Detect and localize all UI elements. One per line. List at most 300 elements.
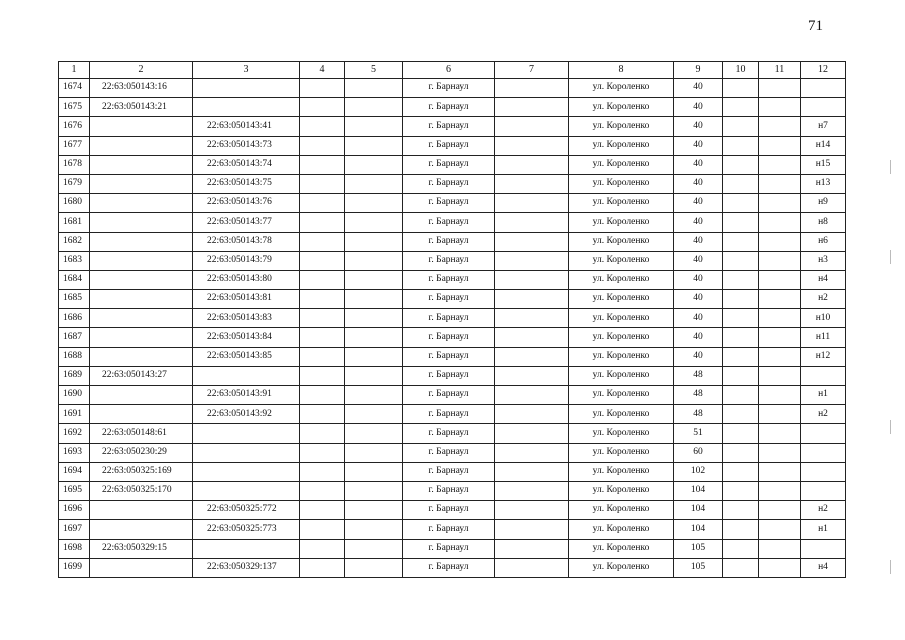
row-number-cell: 1674 — [59, 79, 90, 98]
house-number-cell: 40 — [674, 309, 723, 328]
city-cell: г. Барнаул — [403, 405, 495, 424]
premises-number-cell: н12 — [801, 347, 846, 366]
col-5-cell — [345, 290, 403, 309]
col-7-cell — [495, 136, 569, 155]
col-7-cell — [495, 79, 569, 98]
col-11-cell — [759, 290, 801, 309]
city-cell: г. Барнаул — [403, 79, 495, 98]
col-5-cell — [345, 386, 403, 405]
row-number-cell: 1679 — [59, 174, 90, 193]
col-7-cell — [495, 232, 569, 251]
house-number-cell: 40 — [674, 251, 723, 270]
building-number-cell: 22:63:050143:77 — [193, 213, 300, 232]
col-5-cell — [345, 136, 403, 155]
margin-mark — [890, 250, 891, 264]
col-5-cell — [345, 328, 403, 347]
col-4-cell — [300, 443, 345, 462]
col-11-cell — [759, 213, 801, 232]
house-number-cell: 40 — [674, 79, 723, 98]
building-number-cell: 22:63:050143:80 — [193, 270, 300, 289]
table-row — [59, 501, 846, 520]
table-body — [59, 79, 846, 578]
column-header-6: 6 — [403, 62, 495, 79]
building-number-cell — [193, 79, 300, 98]
row-number-cell: 1675 — [59, 98, 90, 117]
col-4-cell — [300, 405, 345, 424]
street-cell: ул. Короленко — [569, 558, 674, 577]
col-5-cell — [345, 520, 403, 539]
row-number-cell: 1686 — [59, 309, 90, 328]
city-cell: г. Барнаул — [403, 328, 495, 347]
building-number-cell: 22:63:050143:41 — [193, 117, 300, 136]
building-number-cell: 22:63:050325:773 — [193, 520, 300, 539]
col-5-cell — [345, 155, 403, 174]
col-10-cell — [723, 155, 759, 174]
col-4-cell — [300, 79, 345, 98]
city-cell: г. Барнаул — [403, 136, 495, 155]
building-number-cell: 22:63:050143:75 — [193, 174, 300, 193]
col-10-cell — [723, 366, 759, 385]
parcel-number-cell — [90, 290, 193, 309]
parcel-number-cell — [90, 309, 193, 328]
building-number-cell: 22:63:050329:137 — [193, 558, 300, 577]
col-7-cell — [495, 424, 569, 443]
city-cell: г. Барнаул — [403, 290, 495, 309]
col-7-cell — [495, 539, 569, 558]
parcel-number-cell: 22:63:050329:15 — [90, 539, 193, 558]
city-cell: г. Барнаул — [403, 443, 495, 462]
col-7-cell — [495, 558, 569, 577]
row-number-cell: 1684 — [59, 270, 90, 289]
row-number-cell: 1696 — [59, 501, 90, 520]
row-number-cell: 1680 — [59, 194, 90, 213]
premises-number-cell: н4 — [801, 558, 846, 577]
table-row — [59, 462, 846, 481]
column-header-5: 5 — [345, 62, 403, 79]
city-cell: г. Барнаул — [403, 558, 495, 577]
col-7-cell — [495, 194, 569, 213]
row-number-cell: 1699 — [59, 558, 90, 577]
house-number-cell: 40 — [674, 155, 723, 174]
premises-number-cell: н11 — [801, 328, 846, 347]
table-header — [59, 62, 846, 79]
premises-number-cell: н13 — [801, 174, 846, 193]
col-5-cell — [345, 117, 403, 136]
house-number-cell: 40 — [674, 98, 723, 117]
premises-number-cell: н2 — [801, 501, 846, 520]
header-row — [59, 62, 846, 79]
building-number-cell — [193, 366, 300, 385]
house-number-cell: 60 — [674, 443, 723, 462]
table-row — [59, 270, 846, 289]
city-cell: г. Барнаул — [403, 424, 495, 443]
col-10-cell — [723, 328, 759, 347]
col-5-cell — [345, 309, 403, 328]
col-4-cell — [300, 194, 345, 213]
house-number-cell: 40 — [674, 194, 723, 213]
col-5-cell — [345, 366, 403, 385]
row-number-cell: 1682 — [59, 232, 90, 251]
house-number-cell: 102 — [674, 462, 723, 481]
col-10-cell — [723, 481, 759, 500]
parcel-number-cell: 22:63:050143:16 — [90, 79, 193, 98]
col-11-cell — [759, 366, 801, 385]
row-number-cell: 1688 — [59, 347, 90, 366]
col-11-cell — [759, 520, 801, 539]
premises-number-cell: н10 — [801, 309, 846, 328]
table-row — [59, 290, 846, 309]
city-cell: г. Барнаул — [403, 194, 495, 213]
col-11-cell — [759, 79, 801, 98]
col-10-cell — [723, 194, 759, 213]
row-number-cell: 1697 — [59, 520, 90, 539]
parcel-number-cell — [90, 232, 193, 251]
city-cell: г. Барнаул — [403, 520, 495, 539]
col-5-cell — [345, 501, 403, 520]
street-cell: ул. Короленко — [569, 539, 674, 558]
house-number-cell: 105 — [674, 558, 723, 577]
house-number-cell: 40 — [674, 347, 723, 366]
house-number-cell: 48 — [674, 386, 723, 405]
parcel-number-cell: 22:63:050148:61 — [90, 424, 193, 443]
col-4-cell — [300, 98, 345, 117]
parcel-number-cell — [90, 155, 193, 174]
col-7-cell — [495, 174, 569, 193]
street-cell: ул. Короленко — [569, 290, 674, 309]
row-number-cell: 1681 — [59, 213, 90, 232]
col-10-cell — [723, 232, 759, 251]
col-4-cell — [300, 462, 345, 481]
col-11-cell — [759, 328, 801, 347]
building-number-cell: 22:63:050325:772 — [193, 501, 300, 520]
parcel-number-cell — [90, 174, 193, 193]
col-11-cell — [759, 462, 801, 481]
table-row — [59, 309, 846, 328]
col-7-cell — [495, 520, 569, 539]
row-number-cell: 1698 — [59, 539, 90, 558]
premises-number-cell — [801, 98, 846, 117]
building-number-cell: 22:63:050143:81 — [193, 290, 300, 309]
street-cell: ул. Короленко — [569, 213, 674, 232]
street-cell: ул. Короленко — [569, 328, 674, 347]
table-row — [59, 251, 846, 270]
col-5-cell — [345, 213, 403, 232]
col-7-cell — [495, 443, 569, 462]
house-number-cell: 105 — [674, 539, 723, 558]
table-row — [59, 481, 846, 500]
building-number-cell: 22:63:050143:73 — [193, 136, 300, 155]
building-number-cell — [193, 462, 300, 481]
table-row — [59, 443, 846, 462]
city-cell: г. Барнаул — [403, 270, 495, 289]
house-number-cell: 48 — [674, 405, 723, 424]
street-cell: ул. Короленко — [569, 462, 674, 481]
table-row — [59, 117, 846, 136]
col-5-cell — [345, 558, 403, 577]
col-10-cell — [723, 270, 759, 289]
street-cell: ул. Короленко — [569, 424, 674, 443]
col-4-cell — [300, 136, 345, 155]
table-row — [59, 136, 846, 155]
col-4-cell — [300, 386, 345, 405]
col-10-cell — [723, 443, 759, 462]
col-10-cell — [723, 424, 759, 443]
premises-number-cell: н14 — [801, 136, 846, 155]
col-4-cell — [300, 520, 345, 539]
building-number-cell — [193, 424, 300, 443]
street-cell: ул. Короленко — [569, 194, 674, 213]
street-cell: ул. Короленко — [569, 174, 674, 193]
city-cell: г. Барнаул — [403, 155, 495, 174]
col-4-cell — [300, 481, 345, 500]
col-5-cell — [345, 79, 403, 98]
col-10-cell — [723, 558, 759, 577]
street-cell: ул. Короленко — [569, 481, 674, 500]
parcel-number-cell — [90, 213, 193, 232]
row-number-cell: 1691 — [59, 405, 90, 424]
col-10-cell — [723, 251, 759, 270]
col-5-cell — [345, 481, 403, 500]
col-4-cell — [300, 213, 345, 232]
col-7-cell — [495, 366, 569, 385]
parcel-number-cell: 22:63:050143:27 — [90, 366, 193, 385]
building-number-cell: 22:63:050143:83 — [193, 309, 300, 328]
registry-table — [58, 61, 846, 578]
building-number-cell: 22:63:050143:74 — [193, 155, 300, 174]
premises-number-cell: н15 — [801, 155, 846, 174]
parcel-number-cell — [90, 501, 193, 520]
col-4-cell — [300, 558, 345, 577]
city-cell: г. Барнаул — [403, 251, 495, 270]
column-header-11: 11 — [759, 62, 801, 79]
col-10-cell — [723, 117, 759, 136]
col-10-cell — [723, 309, 759, 328]
premises-number-cell — [801, 443, 846, 462]
building-number-cell: 22:63:050143:78 — [193, 232, 300, 251]
col-4-cell — [300, 328, 345, 347]
col-4-cell — [300, 501, 345, 520]
col-7-cell — [495, 386, 569, 405]
column-header-4: 4 — [300, 62, 345, 79]
col-4-cell — [300, 251, 345, 270]
premises-number-cell: н4 — [801, 270, 846, 289]
table-row — [59, 213, 846, 232]
col-11-cell — [759, 232, 801, 251]
parcel-number-cell — [90, 405, 193, 424]
row-number-cell: 1689 — [59, 366, 90, 385]
table-row — [59, 558, 846, 577]
house-number-cell: 104 — [674, 481, 723, 500]
premises-number-cell: н7 — [801, 117, 846, 136]
col-5-cell — [345, 194, 403, 213]
row-number-cell: 1685 — [59, 290, 90, 309]
house-number-cell: 40 — [674, 290, 723, 309]
col-10-cell — [723, 98, 759, 117]
premises-number-cell: н2 — [801, 405, 846, 424]
col-4-cell — [300, 232, 345, 251]
col-11-cell — [759, 117, 801, 136]
column-header-12: 12 — [801, 62, 846, 79]
col-11-cell — [759, 405, 801, 424]
street-cell: ул. Короленко — [569, 155, 674, 174]
building-number-cell — [193, 481, 300, 500]
city-cell: г. Барнаул — [403, 309, 495, 328]
col-11-cell — [759, 501, 801, 520]
row-number-cell: 1687 — [59, 328, 90, 347]
city-cell: г. Барнаул — [403, 213, 495, 232]
row-number-cell: 1677 — [59, 136, 90, 155]
premises-number-cell: н9 — [801, 194, 846, 213]
parcel-number-cell — [90, 136, 193, 155]
column-header-8: 8 — [569, 62, 674, 79]
col-5-cell — [345, 424, 403, 443]
col-10-cell — [723, 347, 759, 366]
street-cell: ул. Короленко — [569, 405, 674, 424]
row-number-cell: 1692 — [59, 424, 90, 443]
table-row — [59, 405, 846, 424]
premises-number-cell: н8 — [801, 213, 846, 232]
house-number-cell: 104 — [674, 501, 723, 520]
column-header-7: 7 — [495, 62, 569, 79]
house-number-cell: 40 — [674, 328, 723, 347]
col-10-cell — [723, 290, 759, 309]
row-number-cell: 1694 — [59, 462, 90, 481]
street-cell: ул. Короленко — [569, 98, 674, 117]
parcel-number-cell — [90, 520, 193, 539]
parcel-number-cell — [90, 194, 193, 213]
col-10-cell — [723, 136, 759, 155]
col-4-cell — [300, 347, 345, 366]
city-cell: г. Барнаул — [403, 386, 495, 405]
premises-number-cell — [801, 481, 846, 500]
col-10-cell — [723, 539, 759, 558]
col-7-cell — [495, 270, 569, 289]
col-10-cell — [723, 501, 759, 520]
col-11-cell — [759, 539, 801, 558]
house-number-cell: 40 — [674, 174, 723, 193]
col-10-cell — [723, 213, 759, 232]
row-number-cell: 1678 — [59, 155, 90, 174]
house-number-cell: 51 — [674, 424, 723, 443]
column-header-2: 2 — [90, 62, 193, 79]
city-cell: г. Барнаул — [403, 462, 495, 481]
street-cell: ул. Короленко — [569, 443, 674, 462]
column-header-9: 9 — [674, 62, 723, 79]
house-number-cell: 48 — [674, 366, 723, 385]
col-5-cell — [345, 443, 403, 462]
table-row — [59, 174, 846, 193]
parcel-number-cell: 22:63:050325:169 — [90, 462, 193, 481]
col-5-cell — [345, 232, 403, 251]
building-number-cell — [193, 98, 300, 117]
premises-number-cell: н1 — [801, 386, 846, 405]
street-cell: ул. Короленко — [569, 136, 674, 155]
margin-mark — [890, 560, 891, 574]
column-header-1: 1 — [59, 62, 90, 79]
city-cell: г. Барнаул — [403, 539, 495, 558]
table-row — [59, 194, 846, 213]
col-11-cell — [759, 558, 801, 577]
col-7-cell — [495, 98, 569, 117]
col-11-cell — [759, 136, 801, 155]
parcel-number-cell: 22:63:050143:21 — [90, 98, 193, 117]
city-cell: г. Барнаул — [403, 366, 495, 385]
margin-mark — [890, 420, 891, 434]
col-5-cell — [345, 174, 403, 193]
building-number-cell: 22:63:050143:91 — [193, 386, 300, 405]
table-row — [59, 155, 846, 174]
col-5-cell — [345, 98, 403, 117]
parcel-number-cell — [90, 251, 193, 270]
street-cell: ул. Короленко — [569, 501, 674, 520]
city-cell: г. Барнаул — [403, 232, 495, 251]
col-4-cell — [300, 366, 345, 385]
house-number-cell: 40 — [674, 213, 723, 232]
col-10-cell — [723, 462, 759, 481]
building-number-cell: 22:63:050143:85 — [193, 347, 300, 366]
col-10-cell — [723, 405, 759, 424]
parcel-number-cell — [90, 386, 193, 405]
col-7-cell — [495, 501, 569, 520]
col-11-cell — [759, 309, 801, 328]
col-7-cell — [495, 213, 569, 232]
parcel-number-cell — [90, 270, 193, 289]
column-header-3: 3 — [193, 62, 300, 79]
col-4-cell — [300, 270, 345, 289]
street-cell: ул. Короленко — [569, 347, 674, 366]
house-number-cell: 40 — [674, 232, 723, 251]
row-number-cell: 1693 — [59, 443, 90, 462]
premises-number-cell — [801, 366, 846, 385]
column-header-10: 10 — [723, 62, 759, 79]
building-number-cell — [193, 539, 300, 558]
col-7-cell — [495, 347, 569, 366]
building-number-cell: 22:63:050143:84 — [193, 328, 300, 347]
col-5-cell — [345, 251, 403, 270]
street-cell: ул. Короленко — [569, 79, 674, 98]
col-11-cell — [759, 98, 801, 117]
col-5-cell — [345, 347, 403, 366]
col-11-cell — [759, 155, 801, 174]
col-11-cell — [759, 347, 801, 366]
table-row — [59, 328, 846, 347]
house-number-cell: 104 — [674, 520, 723, 539]
premises-number-cell — [801, 462, 846, 481]
col-7-cell — [495, 405, 569, 424]
city-cell: г. Барнаул — [403, 481, 495, 500]
house-number-cell: 40 — [674, 117, 723, 136]
page-number: 71 — [808, 18, 823, 34]
col-4-cell — [300, 424, 345, 443]
table-row — [59, 424, 846, 443]
col-7-cell — [495, 290, 569, 309]
col-10-cell — [723, 520, 759, 539]
col-11-cell — [759, 174, 801, 193]
col-11-cell — [759, 251, 801, 270]
street-cell: ул. Короленко — [569, 251, 674, 270]
table-row — [59, 347, 846, 366]
street-cell: ул. Короленко — [569, 232, 674, 251]
row-number-cell: 1690 — [59, 386, 90, 405]
table-row — [59, 98, 846, 117]
city-cell: г. Барнаул — [403, 174, 495, 193]
col-11-cell — [759, 194, 801, 213]
table-row — [59, 386, 846, 405]
col-5-cell — [345, 539, 403, 558]
city-cell: г. Барнаул — [403, 347, 495, 366]
margin-mark — [890, 160, 891, 174]
col-7-cell — [495, 251, 569, 270]
